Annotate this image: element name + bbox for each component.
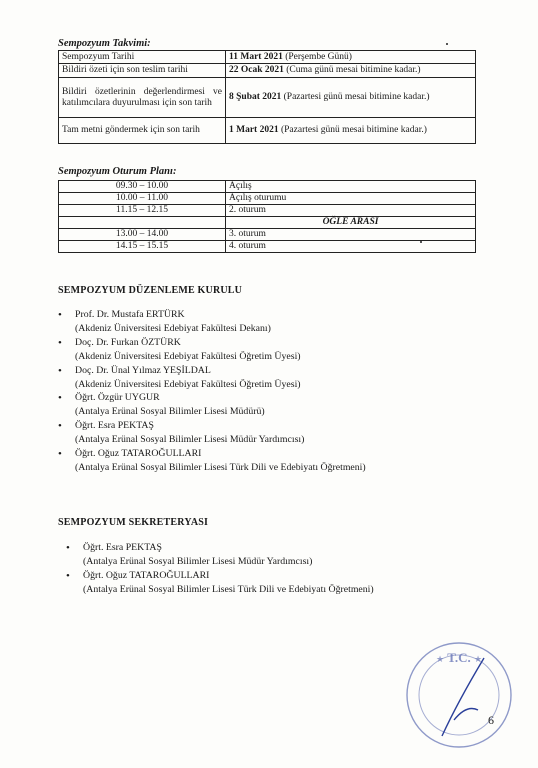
takvim-note: (Pazartesi günü mesai bitimine kadar.): [283, 92, 430, 103]
takvim-date: 11 Mart 2021: [229, 51, 283, 62]
takvim-label: Sempozyum Tarihi: [59, 51, 226, 64]
plan-time: 11.15 – 12.15: [59, 205, 226, 217]
takvim-value: [226, 64, 476, 78]
seal-inner-ring: [419, 655, 499, 735]
takvim-label: Tam metni göndermek için son tarih: [59, 118, 226, 144]
sekreterya-title: SEMPOZYUM SEKRETERYASI: [58, 517, 209, 528]
list-item: [58, 419, 366, 447]
member-affiliation: (Antalya Erünal Sosyal Bilimler Lisesi Müdür Yardımcısı): [75, 434, 305, 446]
plan-time: 13.00 – 14.00: [59, 229, 226, 241]
member-name: Öğrt. Oğuz TATAROĞULLARI: [75, 448, 202, 460]
kurul-title: SEMPOZYUM DÜZENLEME KURULU: [58, 285, 243, 296]
table-row: [59, 78, 476, 118]
plan-break: ÖĞLE ARASI: [226, 217, 476, 229]
member-affiliation: (Akdeniz Üniversitesi Edebiyat Fakültesi Dekanı): [75, 322, 271, 334]
list-item: [58, 447, 366, 475]
list-item: [58, 364, 366, 392]
school-seal-stamp: [404, 640, 514, 750]
table-row: [59, 51, 476, 64]
list-item: [66, 541, 374, 569]
table-row: [59, 64, 476, 78]
takvim-title: Sempozyum Takvimi:: [58, 38, 151, 49]
member-name: Öğrt. Esra PEKTAŞ: [75, 420, 154, 432]
seal-star-icon: ★: [474, 654, 483, 664]
seal-text: T.C.: [447, 650, 471, 665]
takvim-note: (Perşembe Günü): [285, 51, 352, 62]
page-number: 6: [488, 713, 494, 727]
table-row: [59, 118, 476, 144]
takvim-value: [226, 118, 476, 144]
sekreterya-list: [66, 541, 374, 597]
plan-session: Açılış: [226, 181, 476, 193]
list-item: [58, 336, 366, 364]
member-affiliation: (Antalya Erünal Sosyal Bilimler Lisesi Türk Dili ve Edebiyatı Öğretmeni): [75, 461, 366, 473]
member-affiliation: (Akdeniz Üniversitesi Edebiyat Fakültesi Öğretim Üyesi): [75, 350, 301, 362]
takvim-note: (Pazartesi günü mesai bitimine kadar.): [280, 125, 427, 136]
member-affiliation: (Antalya Erünal Sosyal Bilimler Lisesi Müdürü): [75, 406, 265, 418]
plan-session: 4. oturum: [226, 241, 476, 253]
takvim-table: [58, 50, 476, 144]
member-name: Doç. Dr. Furkan ÖZTÜRK: [75, 336, 181, 348]
plan-time-empty: [59, 217, 226, 229]
plan-time: 09.30 – 10.00: [59, 181, 226, 193]
takvim-date: 1 Mart 2021: [229, 125, 279, 136]
table-row: [59, 241, 476, 253]
member-name: Doç. Dr. Ünal Yılmaz YEŞİLDAL: [75, 364, 211, 376]
takvim-value: [226, 78, 476, 118]
plan-session: 2. oturum: [226, 205, 476, 217]
signature-icon: [442, 658, 484, 736]
member-affiliation: (Akdeniz Üniversitesi Edebiyat Fakültesi Öğretim Üyesi): [75, 378, 301, 390]
list-item: [58, 308, 366, 336]
seal-star-icon: ★: [436, 654, 445, 664]
table-row: [59, 229, 476, 241]
scan-speck: [446, 43, 448, 45]
scan-speck: [420, 241, 422, 243]
list-item: [58, 391, 366, 419]
member-affiliation: (Antalya Erünal Sosyal Bilimler Lisesi Türk Dili ve Edebiyatı Öğretmeni): [83, 583, 374, 595]
kurul-list: [58, 308, 366, 475]
table-row: [59, 181, 476, 193]
takvim-note: (Cuma günü mesai bitimine kadar.): [286, 65, 421, 76]
member-name: Prof. Dr. Mustafa ERTÜRK: [75, 309, 185, 320]
member-name: Öğrt. Esra PEKTAŞ: [83, 542, 162, 553]
plan-time: 14.15 – 15.15: [59, 241, 226, 253]
takvim-date: 22 Ocak 2021: [229, 65, 284, 76]
takvim-date: 8 Şubat 2021: [229, 92, 282, 103]
plan-title: Sempozyum Oturum Planı:: [58, 166, 177, 177]
takvim-label: Bildiri özeti için son teslim tarihi: [59, 64, 226, 78]
takvim-value: [226, 51, 476, 64]
table-row: [59, 193, 476, 205]
plan-time: 10.00 – 11.00: [59, 193, 226, 205]
list-item: [66, 569, 374, 597]
plan-table: [58, 180, 476, 253]
table-row: [59, 217, 476, 229]
plan-session: Açılış oturumu: [226, 193, 476, 205]
member-affiliation: (Antalya Erünal Sosyal Bilimler Lisesi Müdür Yardımcısı): [83, 555, 313, 567]
member-name: Öğrt. Oğuz TATAROĞULLARI: [83, 569, 210, 581]
member-name: Öğrt. Özgür UYGUR: [75, 392, 160, 404]
table-row: [59, 205, 476, 217]
takvim-label: Bildiri özetlerinin değerlendirmesi ve katılımcılara duyurulması için son tarih: [59, 78, 226, 118]
plan-session: 3. oturum: [226, 229, 476, 241]
